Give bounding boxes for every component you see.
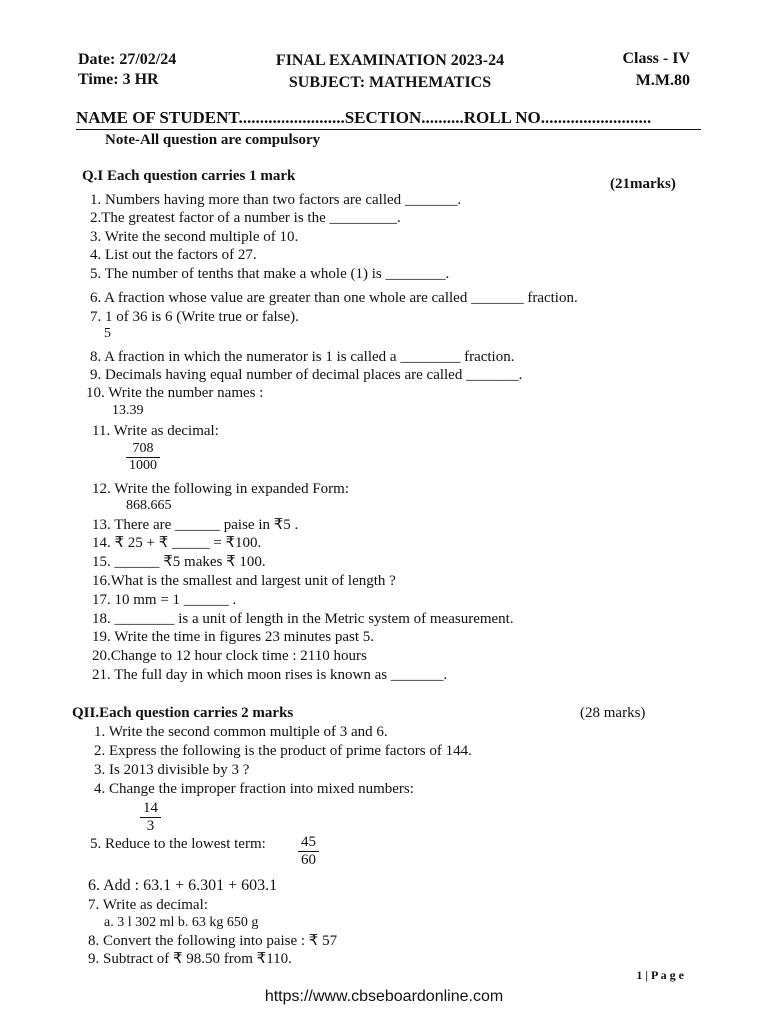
question-1-12: 12. Write the following in expanded Form: (92, 481, 349, 497)
question-1-5: 5. The number of tenths that make a whole (1) is ________. (90, 266, 450, 282)
exam-title: FINAL EXAMINATION 2023-24 (275, 52, 505, 69)
question-1-19: 19. Write the time in figures 23 minutes past 5. (92, 629, 374, 645)
question-1-10-value: 13.39 (112, 403, 144, 418)
question-1-13: 13. There are ______ paise in ₹5 . (92, 517, 299, 533)
question-1-1: 1. Numbers having more than two factors are called _______. (90, 192, 462, 208)
question-1-2: 2.The greatest factor of a number is the _________. (90, 210, 401, 226)
question-1-7-denominator: 5 (104, 326, 111, 341)
question-1-6: 6. A fraction whose value are greater than one whole are called _______ fraction. (90, 290, 578, 306)
fraction-numerator: 14 (140, 800, 161, 818)
question-2-9: 9. Subtract of ₹ 98.50 from ₹110. (88, 951, 292, 967)
question-1-11: 11. Write as decimal: (92, 423, 219, 439)
fraction-denominator: 60 (301, 852, 316, 868)
question-2-5-fraction (298, 834, 319, 869)
exam-date: Date: 27/02/24 (78, 51, 177, 68)
question-2-4: 4. Change the improper fraction into mixed numbers: (94, 781, 414, 797)
question-2-8: 8. Convert the following into paise : ₹ 57 (88, 933, 338, 949)
question-2-6: 6. Add : 63.1 + 6.301 + 603.1 (88, 877, 278, 894)
question-2-5: 5. Reduce to the lowest term: (90, 836, 266, 852)
exam-time: Time: 3 HR (78, 71, 159, 88)
fraction-denominator: 1000 (129, 458, 157, 473)
question-2-7-parts: a. 3 l 302 ml b. 63 kg 650 g (104, 915, 259, 930)
question-1-18: 18. ________ is a unit of length in the Metric system of measurement. (92, 611, 514, 627)
instructions-note: Note-All question are compulsory (105, 132, 321, 148)
question-1-10: 10. Write the number names : (86, 385, 264, 401)
section-1-heading: Q.I Each question carries 1 mark (82, 168, 296, 184)
exam-class: Class - IV (622, 50, 690, 67)
question-1-4: 4. List out the factors of 27. (90, 247, 257, 263)
question-1-17: 17. 10 mm = 1 ______ . (92, 592, 237, 608)
question-1-9: 9. Decimals having equal number of decimal places are called _______. (90, 367, 523, 383)
exam-subject: SUBJECT: MATHEMATICS (288, 74, 492, 91)
max-marks: M.M.80 (635, 72, 690, 89)
header-left (78, 50, 176, 90)
question-1-14: 14. ₹ 25 + ₹ _____ = ₹100. (92, 535, 262, 551)
question-2-4-fraction (140, 800, 161, 835)
fraction-numerator: 45 (298, 834, 319, 852)
page-number: 1 | P a g e (636, 968, 684, 982)
question-1-3: 3. Write the second multiple of 10. (90, 229, 299, 245)
question-1-21: 21. The full day in which moon rises is known as _______. (92, 667, 448, 683)
question-2-7: 7. Write as decimal: (88, 897, 208, 913)
student-details-row: NAME OF STUDENT.........................SECTION..........ROLL NO.......................... (76, 108, 701, 130)
footer-url[interactable]: https://www.cbseboardonline.com (264, 988, 504, 1005)
header-center (270, 50, 510, 94)
section-1-marks: (21marks) (610, 176, 676, 192)
section-2-heading: QII.Each question carries 2 marks (72, 705, 294, 721)
question-2-1: 1. Write the second common multiple of 3 and 6. (94, 724, 388, 740)
question-1-12-value: 868.665 (126, 498, 172, 513)
question-1-20: 20.Change to 12 hour clock time : 2110 hours (92, 648, 367, 664)
question-1-7: 7. 1 of 36 is 6 (Write true or false). (90, 309, 299, 325)
fraction-numerator: 708 (126, 441, 160, 458)
question-2-2: 2. Express the following is the product of prime factors of 144. (94, 743, 472, 759)
fraction-denominator: 3 (146, 818, 155, 834)
question-1-11-fraction (126, 441, 160, 474)
question-1-16: 16.What is the smallest and largest unit of length ? (92, 573, 396, 589)
question-1-15: 15. ______ ₹5 makes ₹ 100. (92, 554, 266, 570)
section-2-marks: (28 marks) (580, 705, 646, 721)
question-1-8: 8. A fraction in which the numerator is 1 is called a ________ fraction. (90, 349, 515, 365)
header-right (622, 48, 690, 92)
question-2-3: 3. Is 2013 divisible by 3 ? (94, 762, 250, 778)
